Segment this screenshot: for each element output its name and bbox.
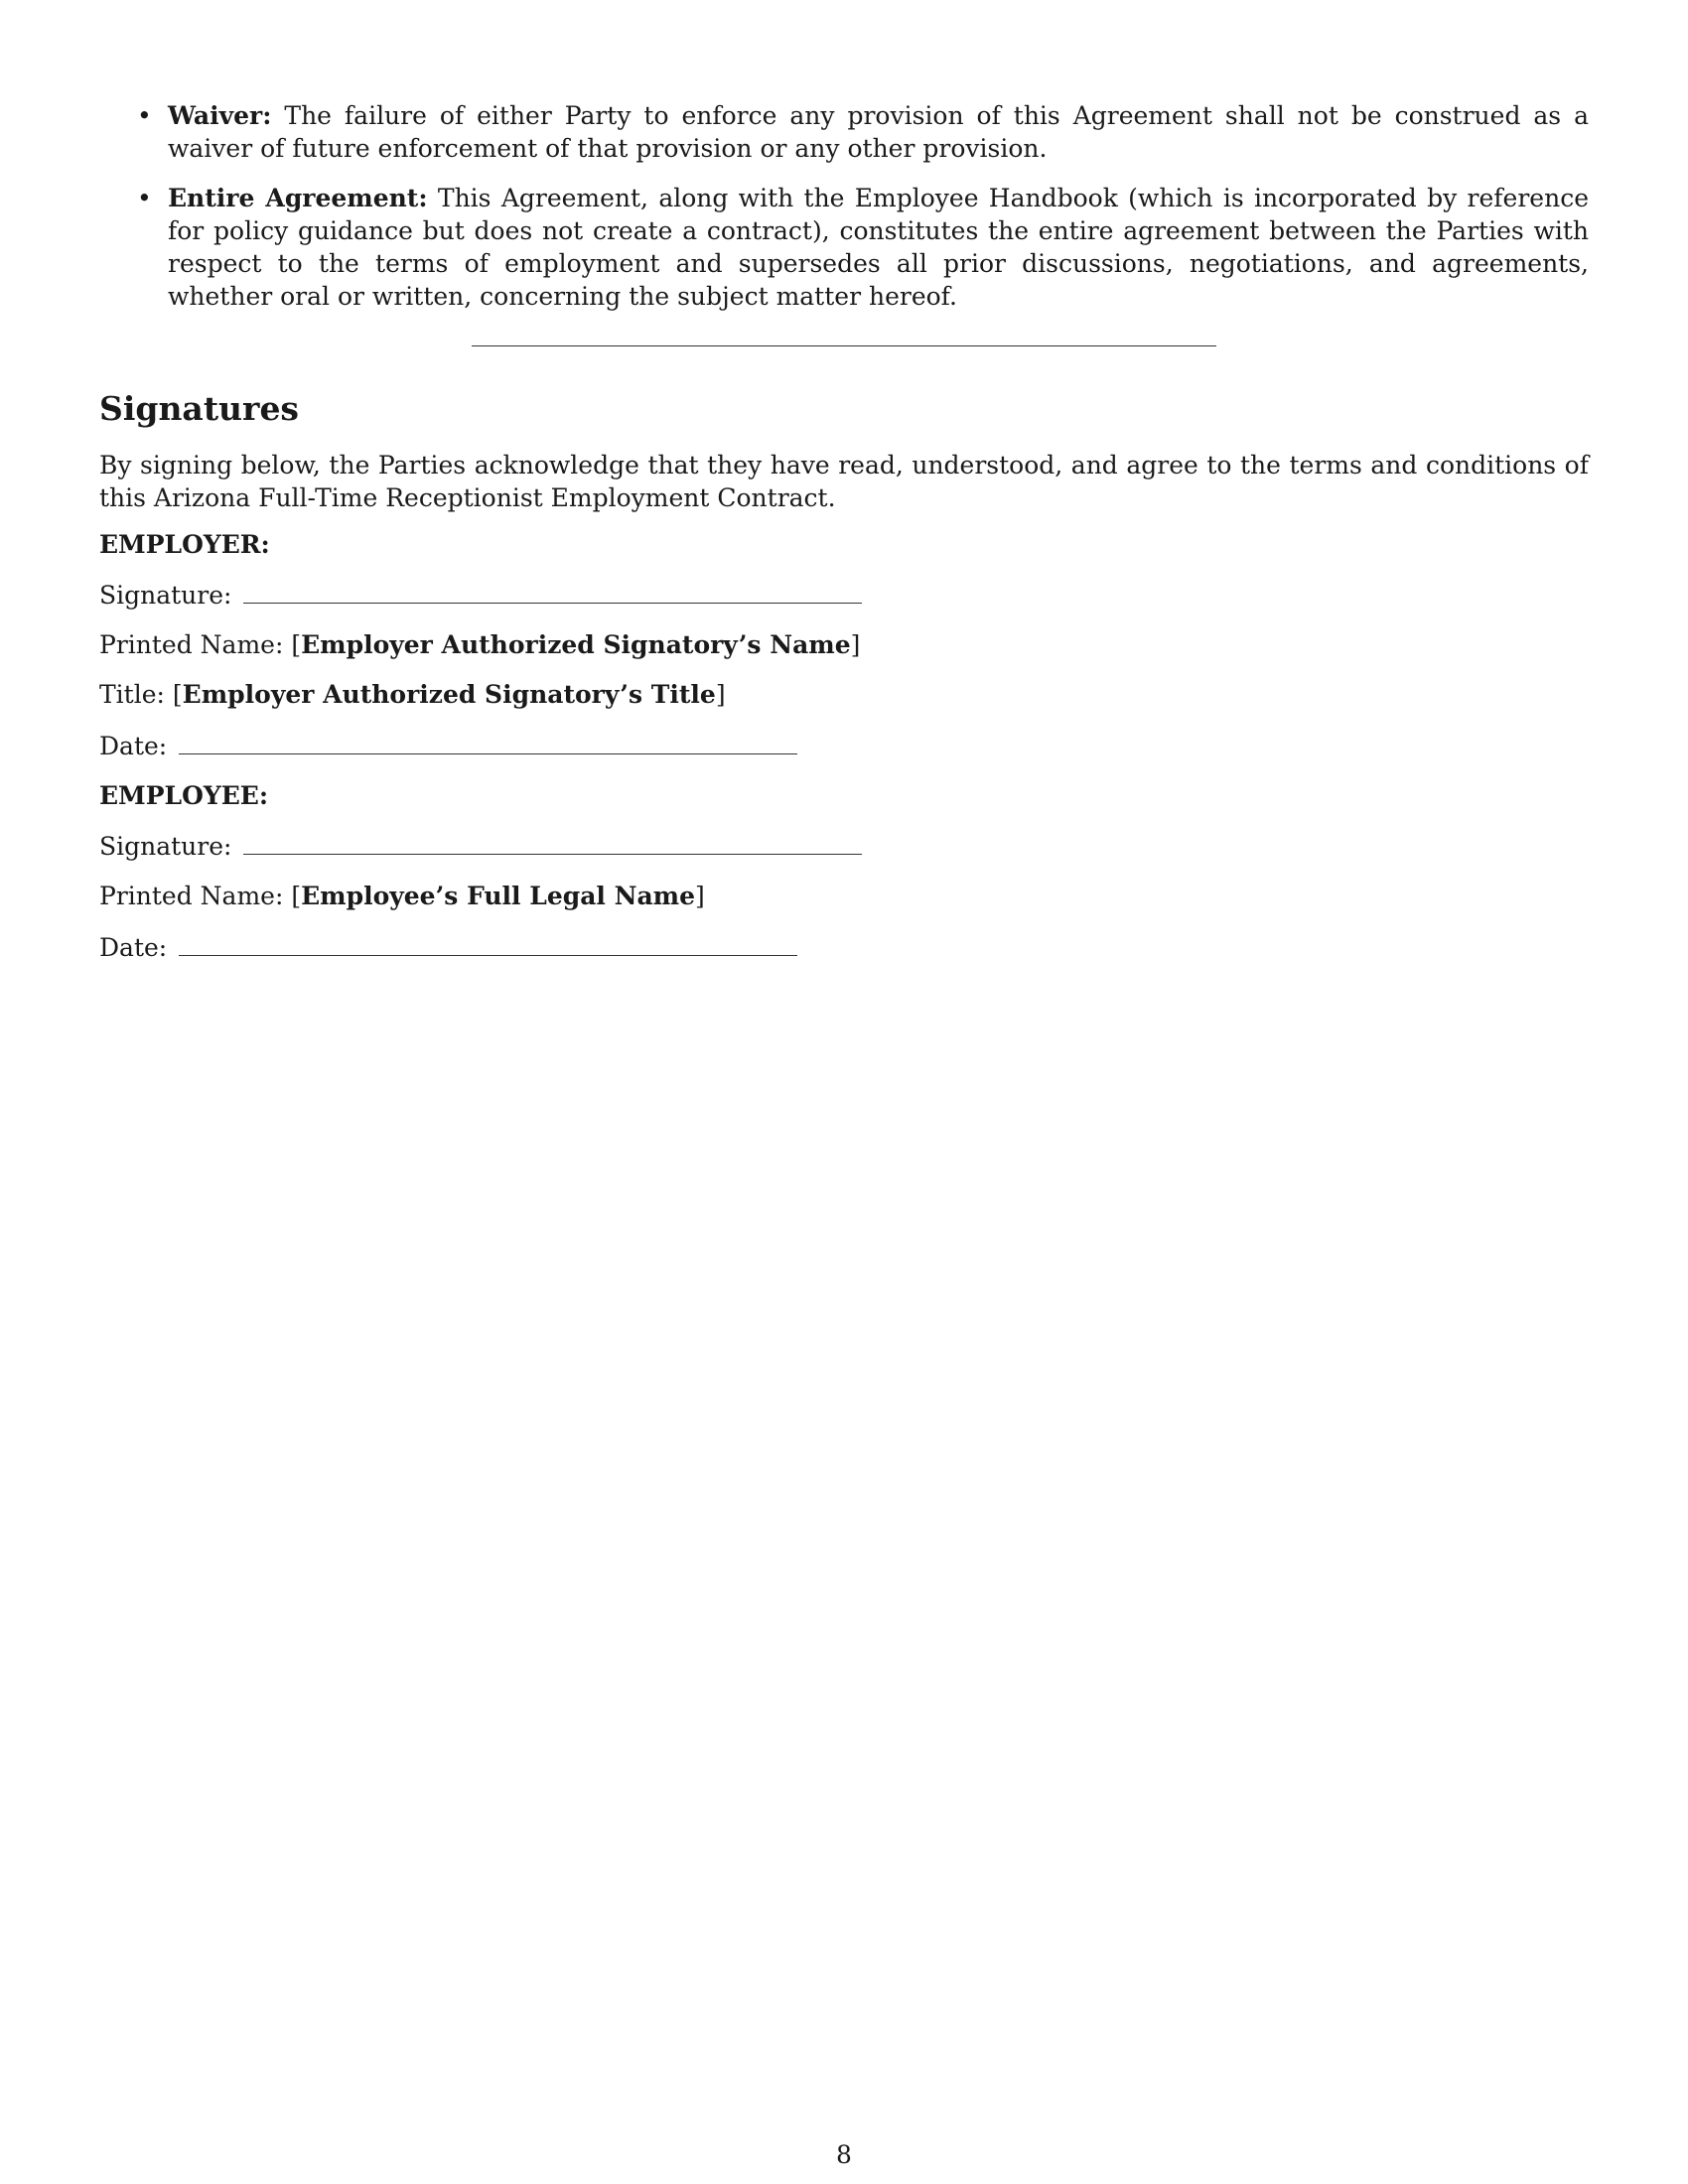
bracket-close: ] [695, 882, 705, 910]
page-number: 8 [836, 2140, 852, 2169]
date-label: Date: [99, 732, 168, 760]
bracket-open: [ [291, 882, 302, 910]
employer-title-value: Employer Authorized Signatory’s Title [182, 680, 716, 709]
employer-date-field [99, 728, 1589, 762]
employer-printed-name-field [99, 628, 1589, 661]
employee-date-field [99, 929, 1589, 964]
employer-signature-line[interactable] [243, 577, 862, 604]
signature-label: Signature: [99, 832, 232, 861]
employer-heading: EMPLOYER: [99, 530, 270, 559]
document-page [99, 99, 1589, 981]
employee-date-line[interactable] [179, 929, 797, 956]
bracket-close: ] [715, 680, 726, 709]
bracket-close: ] [850, 630, 861, 659]
clause-term: Waiver: [168, 101, 272, 130]
clause-text: The failure of either Party to enforce any provision of this Agreement shall not be construed as a waiver of future enforcement of that provision or any other provision. [168, 101, 1589, 163]
clause-text: This Agreement, along with the Employee Handbook (which is incorporated by reference for policy guidance but does not create a contract), constitutes the entire agreement between the Parties with respect to the terms of employment and supersedes all prior discussions, negotiations, and agreements, whether oral or written, concerning the subject matter hereof. [168, 184, 1589, 311]
employee-printed-name-value: Employee’s Full Legal Name [301, 882, 696, 910]
bullet-icon: • [137, 184, 152, 212]
title-label: Title: [99, 680, 165, 709]
clause-list [99, 99, 1589, 313]
list-item [99, 99, 1589, 165]
employee-signature-field [99, 828, 1589, 863]
employee-signature-line[interactable] [243, 828, 862, 855]
employer-signature-field [99, 577, 1589, 612]
signature-label: Signature: [99, 581, 232, 610]
employer-date-line[interactable] [179, 728, 797, 754]
list-item [99, 182, 1589, 313]
employee-printed-name-field [99, 880, 1589, 912]
bracket-open: [ [172, 680, 183, 709]
bullet-icon: • [137, 101, 152, 130]
signatures-intro: By signing below, the Parties acknowledge that they have read, understood, and agree to the terms and conditions of this Arizona Full-Time Receptionist Employment Contract. [99, 451, 1589, 512]
printed-name-label: Printed Name: [99, 630, 284, 659]
employer-title-field [99, 678, 1589, 711]
printed-name-label: Printed Name: [99, 882, 284, 910]
clause-term: Entire Agreement: [168, 184, 428, 212]
section-title: Signatures [99, 389, 300, 428]
section-divider [472, 345, 1216, 346]
employer-printed-name-value: Employer Authorized Signatory’s Name [301, 630, 851, 659]
bracket-open: [ [291, 630, 302, 659]
date-label: Date: [99, 933, 168, 962]
employee-heading: EMPLOYEE: [99, 781, 269, 810]
